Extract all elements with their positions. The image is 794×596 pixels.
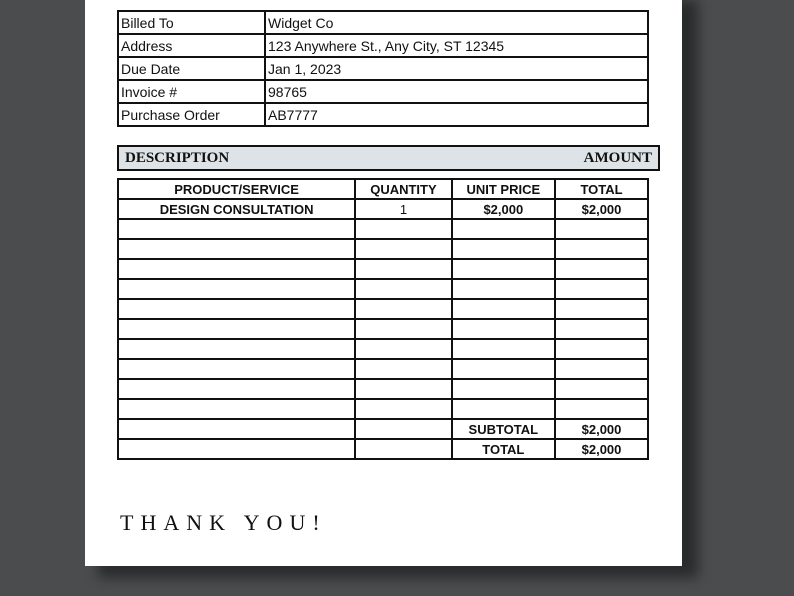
empty-cell [555,219,648,239]
product-cell: DESIGN CONSULTATION [118,199,355,219]
billing-info-table [117,10,649,127]
empty-cell [452,299,555,319]
total-label: TOTAL [452,439,555,459]
table-row [118,219,648,239]
description-bar [117,145,660,171]
empty-cell [118,239,355,259]
invoice-number-label: Invoice # [118,80,265,103]
items-table [117,178,649,460]
empty-cell [555,399,648,419]
empty-cell [555,239,648,259]
total-cell: $2,000 [555,199,648,219]
empty-cell [355,339,451,359]
billing-row-invoice-number [118,80,648,103]
empty-cell [452,399,555,419]
empty-cell [452,359,555,379]
quantity-cell: 1 [355,199,451,219]
empty-cell [118,219,355,239]
table-row [118,199,648,219]
due-date-label: Due Date [118,57,265,80]
header-unit-price: UNIT PRICE [452,179,555,199]
empty-cell [355,419,451,439]
empty-cell [452,239,555,259]
table-row [118,259,648,279]
billing-row-address [118,34,648,57]
empty-cell [555,379,648,399]
empty-cell [118,299,355,319]
empty-cell [355,299,451,319]
empty-cell [118,259,355,279]
empty-cell [118,339,355,359]
items-header-row [118,179,648,199]
empty-cell [118,399,355,419]
header-product-service: PRODUCT/SERVICE [118,179,355,199]
empty-cell [452,279,555,299]
amount-heading: AMOUNT [583,149,652,166]
table-row [118,299,648,319]
empty-cell [452,259,555,279]
empty-cell [452,379,555,399]
empty-cell [452,339,555,359]
subtotal-label: SUBTOTAL [452,419,555,439]
empty-cell [452,319,555,339]
description-heading: DESCRIPTION [125,149,230,166]
empty-cell [355,399,451,419]
table-row [118,379,648,399]
subtotal-value: $2,000 [555,419,648,439]
address-label: Address [118,34,265,57]
empty-cell [118,419,355,439]
header-total: TOTAL [555,179,648,199]
empty-cell [555,299,648,319]
billed-to-value: Widget Co [265,11,648,34]
empty-cell [452,219,555,239]
subtotal-row [118,419,648,439]
total-value: $2,000 [555,439,648,459]
table-row [118,399,648,419]
empty-cell [355,279,451,299]
empty-cell [355,219,451,239]
thank-you-text: THANK YOU! [120,510,327,535]
empty-cell [118,359,355,379]
empty-cell [118,439,355,459]
empty-cell [555,359,648,379]
header-quantity: QUANTITY [355,179,451,199]
billing-row-due-date [118,57,648,80]
empty-cell [355,319,451,339]
billed-to-label: Billed To [118,11,265,34]
billing-row-purchase-order [118,103,648,126]
table-row [118,339,648,359]
purchase-order-value: AB7777 [265,103,648,126]
total-row [118,439,648,459]
unit-price-cell: $2,000 [452,199,555,219]
empty-cell [555,319,648,339]
empty-cell [355,239,451,259]
table-row [118,359,648,379]
due-date-value: Jan 1, 2023 [265,57,648,80]
address-value: 123 Anywhere St., Any City, ST 12345 [265,34,648,57]
purchase-order-label: Purchase Order [118,103,265,126]
empty-cell [555,259,648,279]
empty-cell [555,339,648,359]
invoice-page [85,0,682,566]
empty-cell [355,259,451,279]
table-row [118,319,648,339]
empty-cell [355,359,451,379]
empty-cell [355,379,451,399]
table-row [118,279,648,299]
invoice-number-value: 98765 [265,80,648,103]
table-row [118,239,648,259]
empty-cell [355,439,451,459]
empty-cell [118,319,355,339]
empty-cell [555,279,648,299]
empty-cell [118,279,355,299]
empty-cell [118,379,355,399]
billing-row-billed-to [118,11,648,34]
